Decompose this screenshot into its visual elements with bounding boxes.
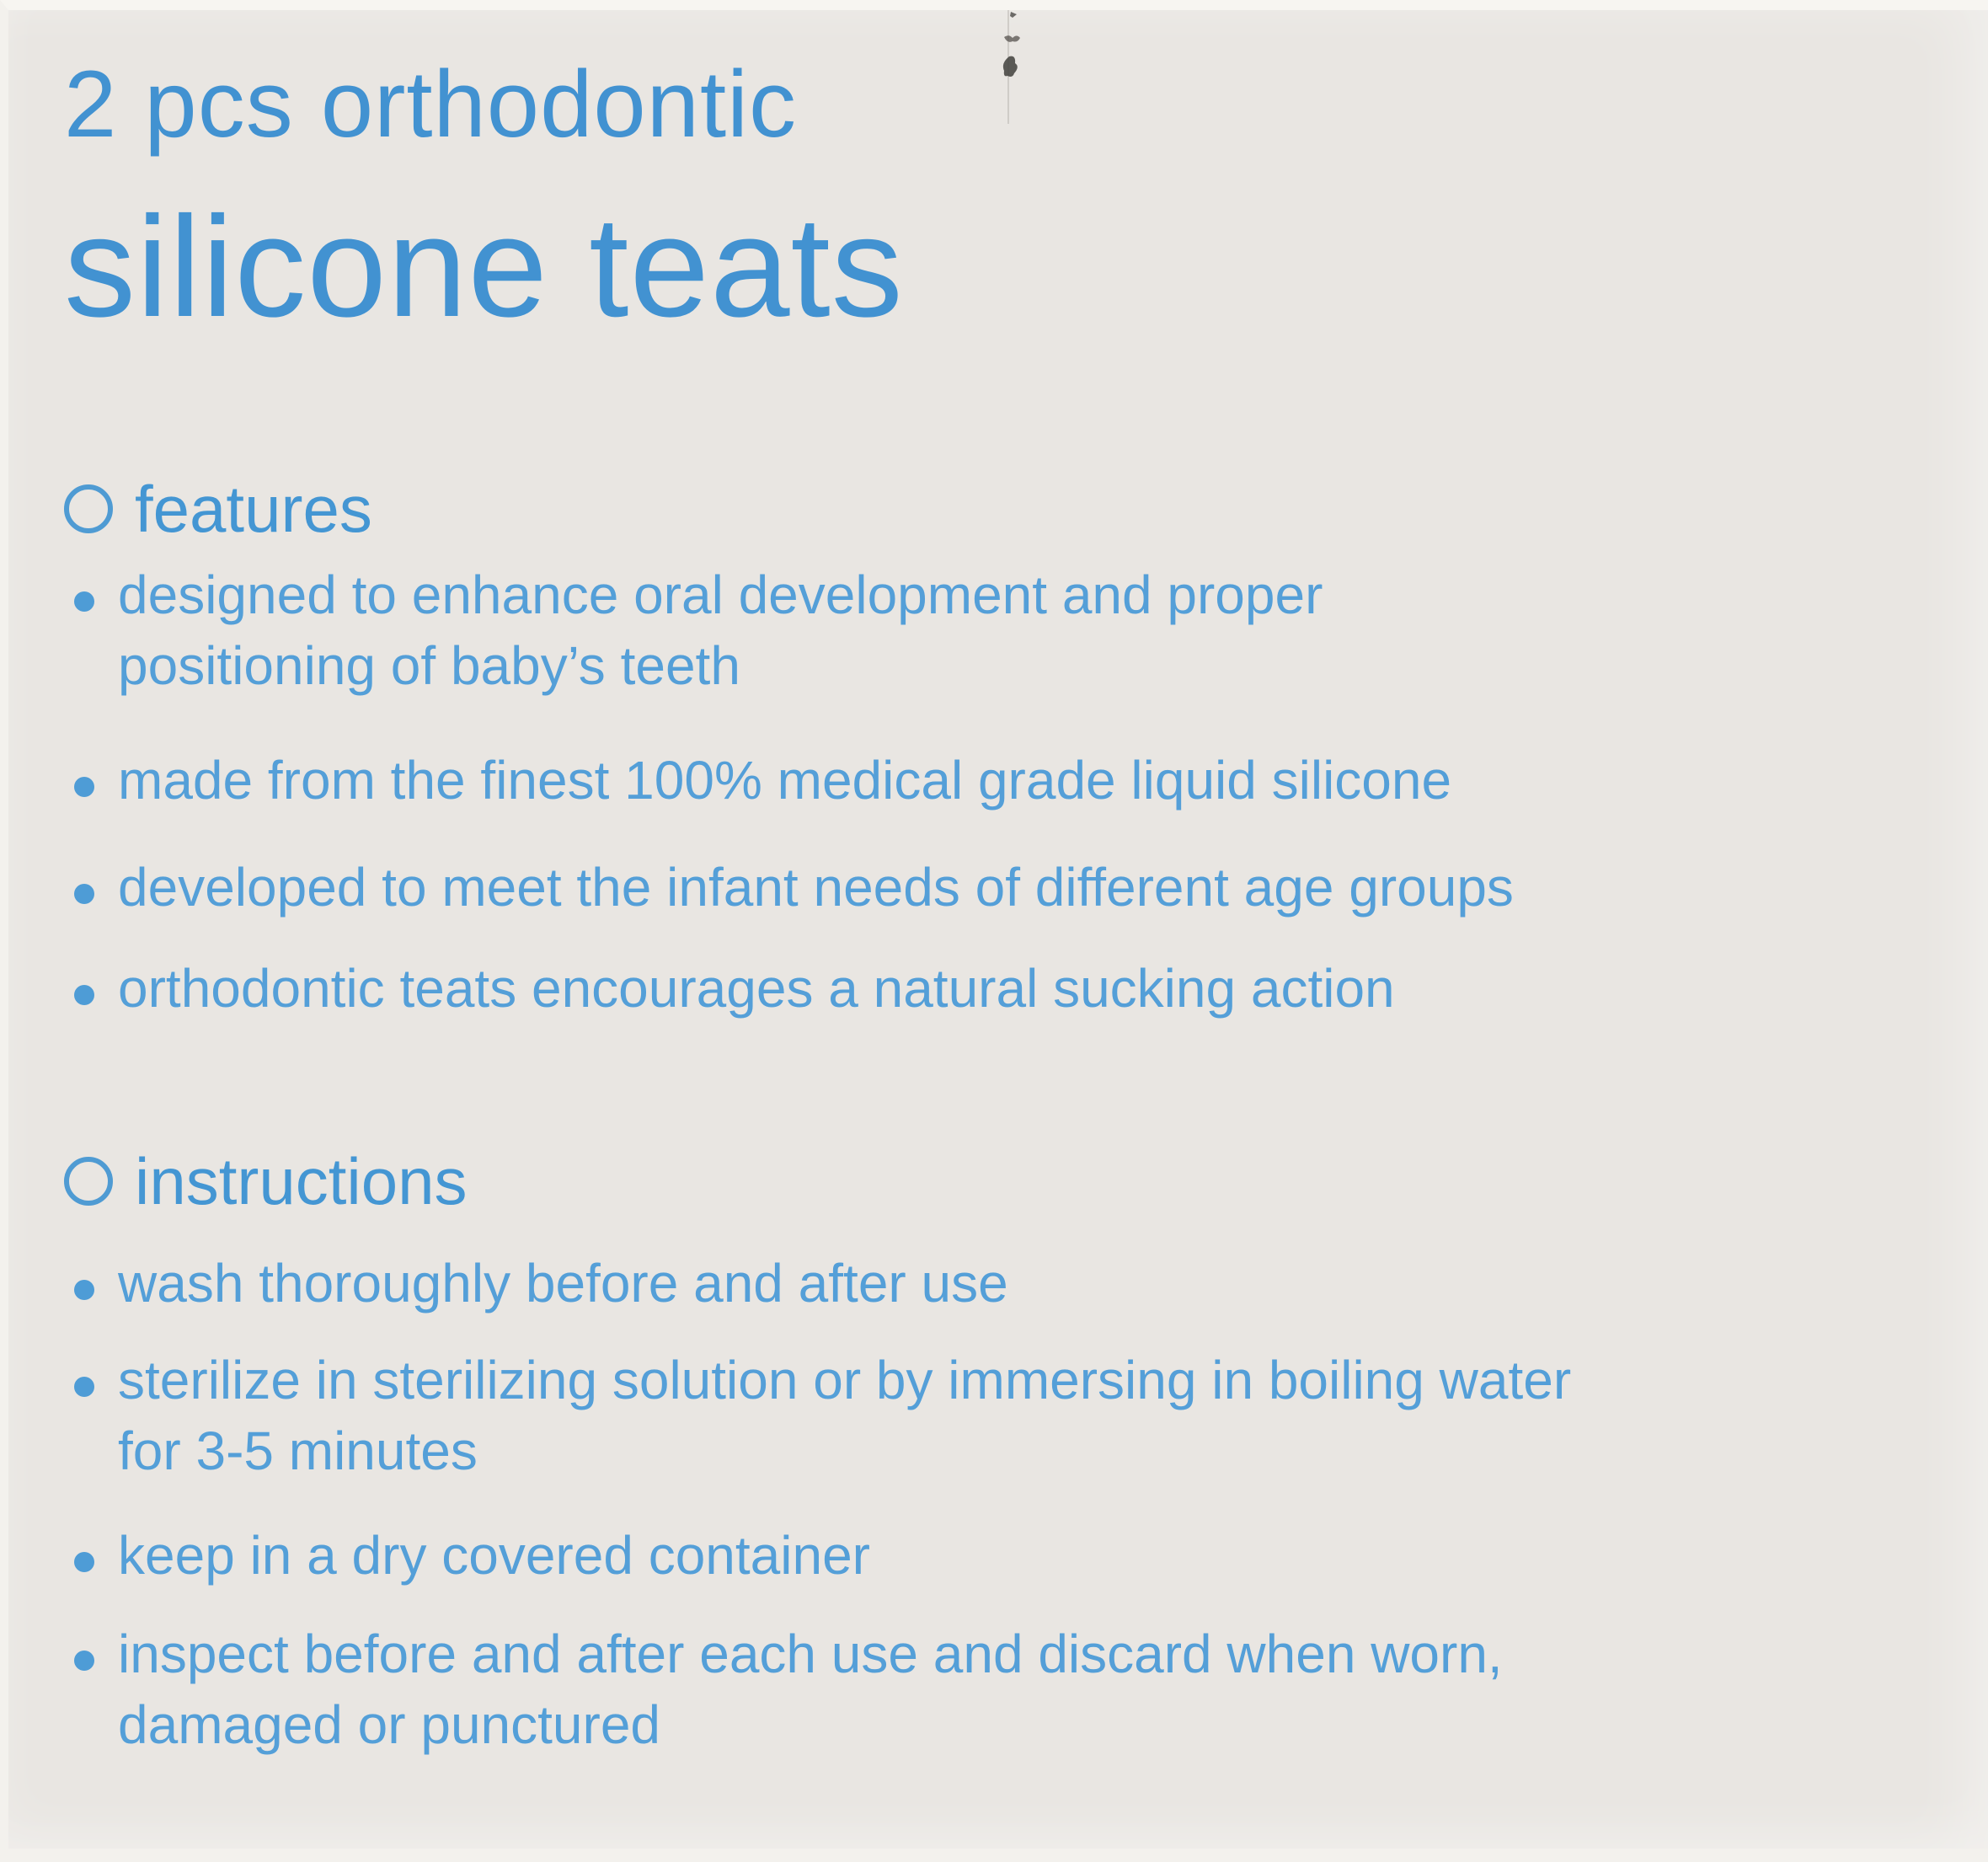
item-line: positioning of baby’s teeth: [118, 635, 740, 696]
product-title: [64, 51, 1954, 347]
bullet-dot-icon: [74, 1651, 94, 1671]
list-item: [64, 852, 1954, 923]
item-line: developed to meet the infant needs of different age groups: [118, 857, 1514, 918]
instructions-heading-label: instructions: [135, 1144, 468, 1218]
list-item: [64, 1619, 1954, 1760]
item-line: made from the finest 100% medical grade liquid silicone: [118, 750, 1452, 811]
list-item: [64, 745, 1954, 816]
instructions-list: [64, 1248, 1954, 1760]
list-item: [64, 1248, 1954, 1319]
item-line: sterilize in sterilizing solution or by immersing in boiling water: [118, 1350, 1572, 1410]
item-line: for 3-5 minutes: [118, 1421, 478, 1481]
item-line: damaged or punctured: [118, 1694, 660, 1755]
list-item: [64, 1520, 1954, 1591]
bullet-dot-icon: [74, 985, 94, 1005]
features-list: [64, 559, 1954, 1024]
item-line: designed to enhance oral development and proper: [118, 564, 1323, 625]
product-title-line1: 2 pcs orthodontic: [64, 51, 797, 157]
circle-outline-icon: [64, 1157, 113, 1206]
item-line: inspect before and after each use and discard when worn,: [118, 1624, 1503, 1684]
circle-outline-icon: [64, 484, 113, 533]
list-item: [64, 559, 1954, 701]
bullet-dot-icon: [74, 1377, 94, 1397]
bullet-dot-icon: [74, 777, 94, 797]
item-line: wash thoroughly before and after use: [118, 1253, 1008, 1314]
item-line: orthodontic teats encourages a natural sucking action: [118, 958, 1395, 1019]
bullet-dot-icon: [74, 1552, 94, 1572]
list-item: [64, 1345, 1954, 1486]
list-item: [64, 953, 1954, 1024]
features-heading: [64, 472, 1954, 546]
bullet-dot-icon: [74, 884, 94, 904]
instructions-heading: [64, 1144, 1954, 1218]
bullet-dot-icon: [74, 591, 94, 612]
features-heading-label: features: [135, 472, 372, 546]
label-content: [64, 10, 1954, 1760]
instructions-section: [64, 1144, 1954, 1760]
features-section: [64, 472, 1954, 1024]
product-title-line2: silicone teats: [64, 187, 904, 347]
bullet-dot-icon: [74, 1280, 94, 1300]
item-line: keep in a dry covered container: [118, 1525, 870, 1586]
